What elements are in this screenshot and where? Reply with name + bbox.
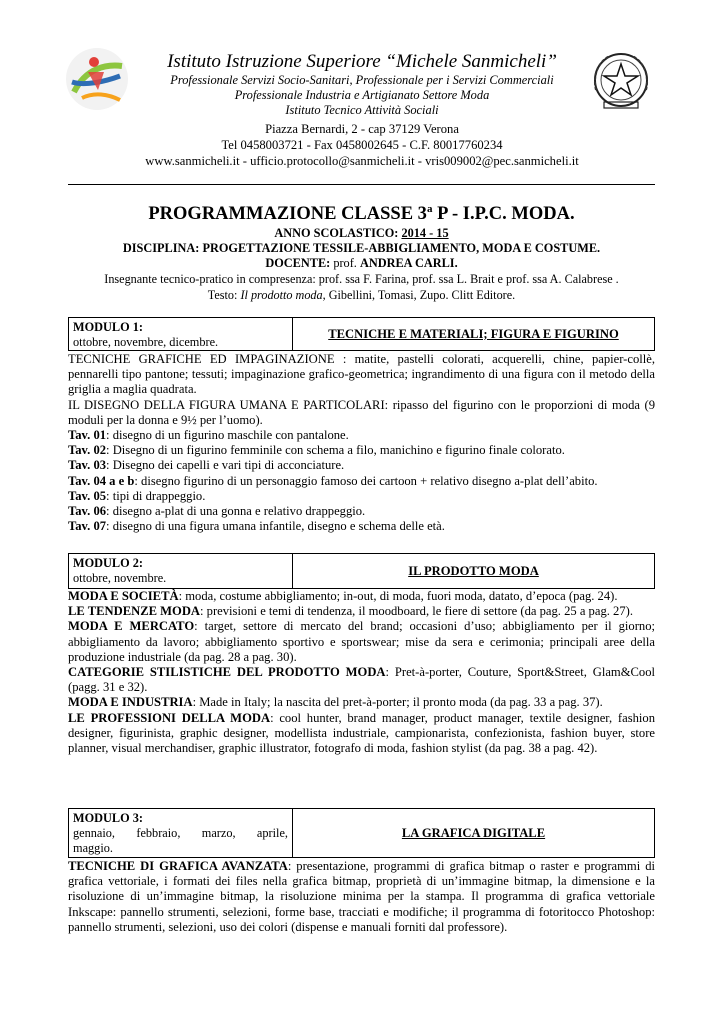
module-3-dates-cont: maggio.: [73, 840, 113, 855]
module-3-para: TECNICHE DI GRAFICA AVANZATA: presentazione, programmi di grafica bitmap o raster e programmi di grafica vettoriale, i formati dei files nella grafica bitmap, proprietà di un’immagine bitmap, la dimensione e la risoluzione di un’immagine bitmap, la risoluzione minima per la stampa. Il programma di grafica vettoriale Inkscape: pannello strumenti, selezioni, forme base, tracciati e modifiche; il programma di fotoritocco Photoshop: pannello strumenti, selezioni, uso dei colori (dispense e manuali forniti dal professore).: [68, 859, 655, 934]
republic-emblem: [588, 50, 654, 112]
module-3-title: LA GRAFICA DIGITALE: [401, 825, 546, 840]
institute-line-3: Istituto Tecnico Attività Sociali: [285, 103, 439, 117]
module-1-para: Tav. 03: Disegno dei capelli e vari tipi di acconciature.: [68, 458, 345, 473]
module-2-para: MODA E SOCIETÀ: moda, costume abbigliamento; in-out, di moda, fuori moda, datato, d’epoca (pag. 24).: [68, 589, 618, 603]
module-1-para: Tav. 06: disegno a-plat di una gonna e relativo drappeggio.: [68, 504, 366, 519]
teacher: DOCENTE: prof. ANDREA CARLI.: [265, 256, 458, 270]
module-3-dates: gennaio, febbraio, marzo, aprile,: [73, 825, 288, 840]
module-2-title: IL PRODOTTO MODA: [408, 563, 539, 578]
discipline: DISCIPLINA: PROGETTAZIONE TESSILE-ABBIGLIAMENTO, MODA E COSTUME.: [122, 241, 601, 255]
module-2-para: CATEGORIE STILISTICHE DEL PRODOTTO MODA: Pret-à-porter, Couture, Sport&Street, Glam&Cool (pagg. 31 e 32).: [68, 665, 655, 695]
institute-contacts: www.sanmicheli.it - ufficio.protocollo@sanmicheli.it - vris009002@pec.sanmicheli.it: [145, 154, 579, 168]
institute-line-2: Professionale Industria e Artigianato Settore Moda: [234, 88, 490, 102]
co-teachers: Insegnante tecnico-pratico in compresenza: prof. ssa F. Farina, prof. ssa L. Brait e prof. ssa A. Calabrese .: [104, 272, 619, 286]
document-title: PROGRAMMAZIONE CLASSE 3$^a$ P - I.P.C. MODA.: [148, 203, 575, 225]
module-1-label: MODULO 1:: [73, 320, 144, 334]
module-1-dates: ottobre, novembre, dicembre.: [73, 334, 219, 349]
header-divider: [68, 184, 655, 185]
institute-phones: Tel 0458003721 - Fax 0458002645 - C.F. 80017760234: [221, 138, 503, 152]
module-1-para: Tav. 02: Disegno di un figurino femminile con schema a filo, manichino e figurino finale colorato.: [68, 443, 565, 458]
institute-address: Piazza Bernardi, 2 - cap 37129 Verona: [265, 122, 459, 136]
module-1-para: Tav. 01: disegno di un figurino maschile con pantalone.: [68, 428, 349, 443]
module-2-para: MODA E MERCATO: target, settore di mercato del brand; occasioni d’uso; abbigliamento per il giorno; abbigliamento da lavoro; abbigliamento sportivo e sportswear; mise da sera e cerimonia; principali aree della produzione industriale (da pag. 28 a pag. 30).: [68, 619, 655, 664]
institute-line-1: Professionale Servizi Socio-Sanitari, Professionale per i Servizi Commerciali: [170, 73, 554, 87]
module-1-title: TECNICHE E MATERIALI; FIGURA E FIGURINO: [328, 326, 619, 341]
module-1-para: Tav. 07: disegno di una figura umana infantile, disegno e schema delle età.: [68, 519, 445, 534]
module-1-header: [68, 317, 655, 351]
module-1-para: TECNICHE GRAFICHE ED IMPAGINAZIONE : matite, pastelli colorati, acquerelli, chine, papier-collè, pennarelli tipo pantone; tessuti; impaginazione grafico-geometrica; ingrandimento di una figura con il metodo della griglia a maglia quadrata.: [68, 352, 655, 397]
module-3-period: [69, 809, 293, 857]
module-2-para: MODA E INDUSTRIA: Made in Italy; la nascita del pret-à-porter; il pronto moda (da pag. 33 a pag. 37).: [68, 695, 603, 710]
module-1-para: Tav. 04 a e b: disegno figurino di un personaggio famoso dei cartoon + relativo disegno a-plat dell’abito.: [68, 473, 598, 488]
module-2-content: [68, 589, 655, 756]
module-2-period: [69, 554, 293, 588]
module-1-content: [68, 352, 655, 534]
institute-name: Istituto Istruzione Superiore “Michele Sanmicheli”: [167, 51, 557, 72]
school-logo: [64, 46, 130, 112]
module-2-header: [68, 553, 655, 589]
module-2-para: LE PROFESSIONI DELLA MODA: cool hunter, brand manager, product manager, textile designer, fashion designer, figurinista, graphic designer, modellista industriale, campionarista, confezionista, fashion buyer, store planner, visual merchandiser, graphic illustrator, fotografo di moda, fashion stylist (da pag. 38 a pag. 42).: [68, 710, 655, 756]
module-2-dates: ottobre, novembre.: [73, 570, 167, 585]
module-3-content: [68, 859, 655, 935]
module-1-para: Tav. 05: tipi di drappeggio.: [68, 488, 206, 503]
module-3-label: MODULO 3:: [73, 811, 144, 825]
module-1-para: IL DISEGNO DELLA FIGURA UMANA E PARTICOLARI: ripasso del figurino con le proporzioni di moda (9 moduli per la donna e 9½ per l’uomo).: [68, 397, 655, 427]
module-1-period: [69, 318, 293, 350]
module-2-label: MODULO 2:: [73, 556, 144, 570]
module-2-para: LE TENDENZE MODA: previsioni e temi di tendenza, il moodboard, le fiere di settore (da pag. 25 a pag. 27).: [68, 604, 633, 619]
textbook: Testo: Il prodotto moda, Gibellini, Tomasi, Zupo. Clitt Editore.: [207, 288, 516, 302]
school-year: ANNO SCOLASTICO: 2014 - 15: [274, 226, 449, 240]
module-3-header: [68, 808, 655, 858]
